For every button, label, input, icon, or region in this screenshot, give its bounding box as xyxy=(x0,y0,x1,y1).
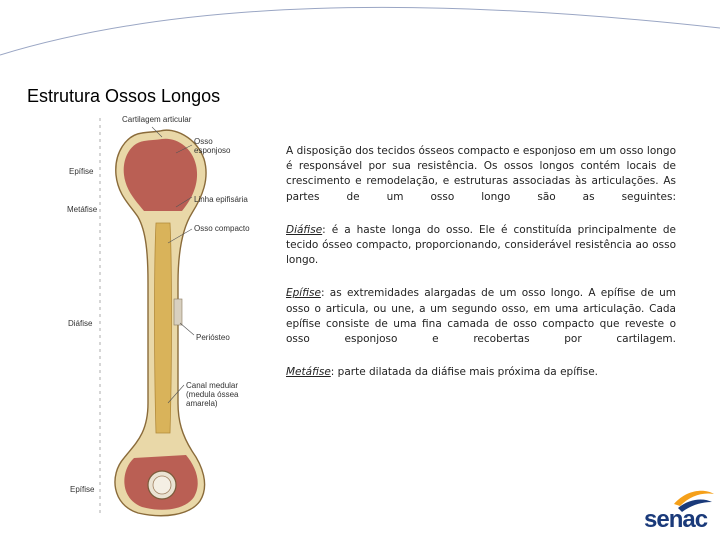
label-metafise: Metáfise xyxy=(67,205,98,214)
term-metafise: Metáfise xyxy=(286,366,331,379)
label-cartilagem-articular: Cartilagem articular xyxy=(122,115,192,124)
senac-logo-text: senac xyxy=(644,506,708,533)
label-epifise-top: Epífise xyxy=(69,167,94,176)
senac-logo xyxy=(640,486,720,536)
label-canal-medular: Canal medular (medula óssea amarela) xyxy=(186,381,239,408)
label-osso-compacto: Osso compacto xyxy=(194,224,250,233)
diafise-paragraph: Diáfise: é a haste longa do osso. Ele é constituída principalmente de tecido ósseo compacto, proporcionando, considerável resistência ao osso longo. xyxy=(286,223,676,267)
slide-title: Estrutura Ossos Longos xyxy=(27,86,221,106)
label-epifise-bottom: Epífise xyxy=(70,485,95,494)
label-osso-esponjoso: Osso esponjoso xyxy=(194,137,231,155)
bone-illustration xyxy=(64,113,274,518)
term-epifise: Epífise xyxy=(286,287,321,300)
label-periosteo: Periósteo xyxy=(196,333,230,342)
bone-diagram xyxy=(64,113,274,518)
label-diafise: Diáfise xyxy=(68,319,93,328)
metafise-paragraph: Metáfise: parte dilatada da diáfise mais próxima da epífise. xyxy=(286,366,598,379)
label-linha-epifisaria: Linha epifisária xyxy=(194,195,248,204)
term-diafise: Diáfise xyxy=(286,223,323,236)
intro-paragraph: A disposição dos tecidos ósseos compacto e esponjoso em um osso longo é responsável por sua resistência. Os ossos longos contém locais de crescimento e remodelação, e estruturas associadas às articulações. As partes de um osso longo são as seguintes: xyxy=(286,145,676,203)
epifise-paragraph: Epífise: as extremidades alargadas de um osso longo. A epífise de um osso o articula, ou une, a um segundo osso, em uma articulação. Cada epífise consiste de uma fina camada de osso compacto que reveste o osso esponjoso e recobertas por cartilagem. xyxy=(286,287,676,346)
content-text xyxy=(286,144,676,398)
